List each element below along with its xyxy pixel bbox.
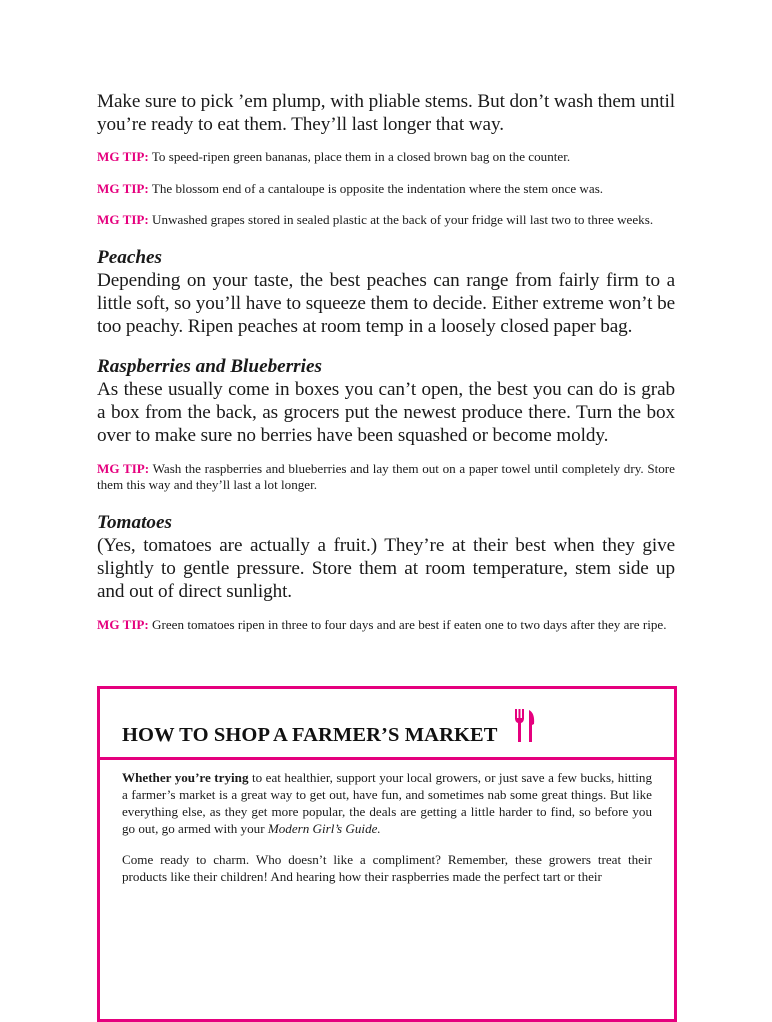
page-content bbox=[97, 90, 675, 633]
mg-tip-label: MG TIP: bbox=[97, 180, 149, 196]
section-heading-peaches: Peaches bbox=[97, 246, 163, 268]
mg-tip-grapes bbox=[97, 212, 675, 229]
section-body-tomatoes: (Yes, tomatoes are actually a fruit.) They’re at their best when they give slightly to gentle pressure. Store them at room temperature, stem side up and out of direct sunlight. bbox=[97, 534, 675, 602]
sidebar-header bbox=[100, 689, 674, 760]
book-title: Modern Girl’s Guide. bbox=[267, 821, 381, 836]
sidebar-body bbox=[100, 760, 674, 885]
farmers-market-sidebar bbox=[97, 686, 677, 1022]
sidebar-paragraph-2: Come ready to charm. Who doesn’t like a compliment? Remember, these growers treat their products like their children! And hearing how their raspberries made the perfect tart or their bbox=[122, 852, 652, 884]
sidebar-lead-in: Whether you’re trying bbox=[122, 770, 249, 785]
mg-tip-text: To speed-ripen green bananas, place them in a closed brown bag on the counter. bbox=[148, 149, 571, 164]
mg-tip-tomatoes bbox=[97, 617, 675, 634]
mg-tip-text: Wash the raspberries and blueberries and lay them out on a paper towel until completely dry. Store them this way and they’ll last a lot longer. bbox=[97, 460, 675, 492]
mg-tip-label: MG TIP: bbox=[97, 616, 149, 632]
section-heading-berries: Raspberries and Blueberries bbox=[97, 355, 322, 377]
section-heading-tomatoes: Tomatoes bbox=[97, 511, 172, 533]
fork-knife-icon bbox=[514, 708, 536, 744]
mg-tip-text: Unwashed grapes stored in sealed plastic at the back of your fridge will last two to three weeks. bbox=[148, 212, 654, 227]
mg-tip-cantaloupe bbox=[97, 181, 675, 198]
sidebar-paragraph-1 bbox=[122, 769, 652, 837]
mg-tip-bananas bbox=[97, 149, 675, 166]
intro-paragraph: Make sure to pick ’em plump, with pliable stems. But don’t wash them until you’re ready to eat them. They’ll last longer that way. bbox=[97, 91, 675, 135]
sidebar-title: HOW TO SHOP A FARMER’S MARKET bbox=[122, 724, 498, 746]
mg-tip-label: MG TIP: bbox=[97, 212, 149, 227]
mg-tip-text: The blossom end of a cantaloupe is opposite the indentation where the stem once was. bbox=[148, 180, 604, 196]
mg-tip-text: Green tomatoes ripen in three to four days and are best if eaten one to two days after they are ripe. bbox=[148, 616, 667, 632]
mg-tip-label: MG TIP: bbox=[97, 149, 149, 164]
section-body-berries: As these usually come in boxes you can’t open, the best you can do is grab a box from the back, as grocers put the newest produce there. Turn the box over to make sure no berries have been squashed or become moldy. bbox=[97, 378, 675, 446]
section-body-peaches: Depending on your taste, the best peaches can range from fairly firm to a little soft, so you’ll have to squeeze them to decide. Either extreme won’t be too peachy. Ripen peaches at room temp in a loosely closed paper bag. bbox=[97, 269, 675, 337]
mg-tip-label: MG TIP: bbox=[97, 460, 150, 476]
sidebar-p1-text: to eat healthier, support your local growers, or just save a few bucks, hitting a farmer’s market is a great way to get out, have fun, and sometimes nab some great things. But like everything else, as they get more popular, the deals are getting a little harder to find, so before you go out, go armed with your bbox=[122, 770, 652, 836]
mg-tip-berries bbox=[97, 461, 675, 494]
